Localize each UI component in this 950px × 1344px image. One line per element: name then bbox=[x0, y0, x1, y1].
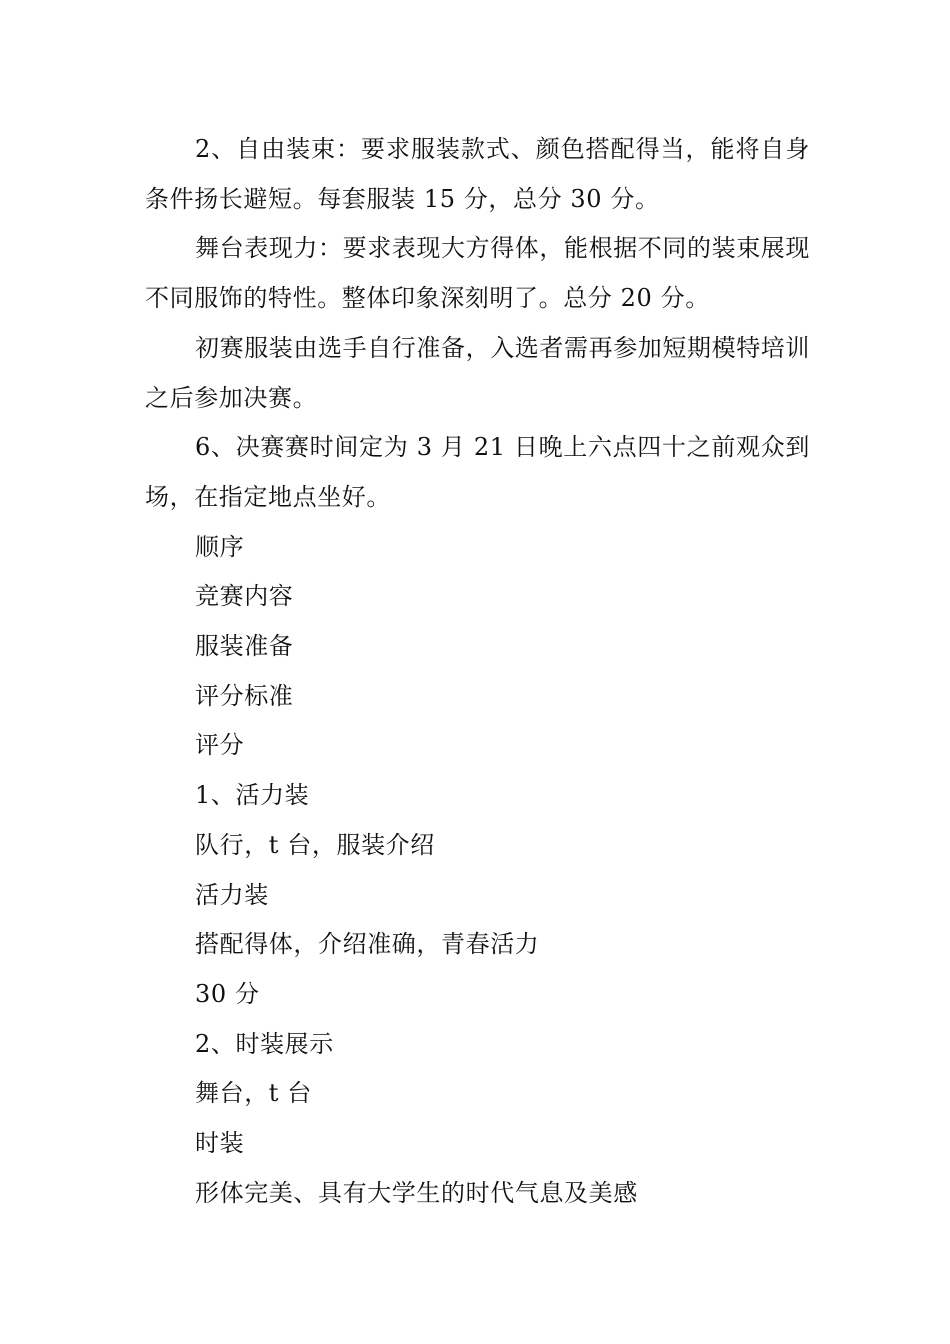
paragraph-preliminary-attire: 初赛服装由选手自行准备，入选者需再参加短期模特培训之后参加决赛。 bbox=[145, 333, 810, 412]
text-line: 活力装 bbox=[195, 880, 269, 909]
text-line: 形体完美、具有大学生的时代气息及美感 bbox=[195, 1178, 638, 1207]
text-line: 顺序 bbox=[195, 532, 245, 561]
text-line: 时装 bbox=[195, 1129, 245, 1158]
document-body bbox=[145, 125, 810, 1218]
paragraph-stage-performance: 舞台表现力：要求表现大方得体，能根据不同的装束展现不同服饰的特性。整体印象深刻明了。总分 20 分。 bbox=[145, 234, 810, 313]
text-line: 队行，t 台，服装介绍 bbox=[195, 830, 435, 859]
text-line: 竞赛内容 bbox=[195, 582, 294, 611]
text-line: 30 分 bbox=[195, 979, 260, 1008]
text-line: 服装准备 bbox=[195, 632, 294, 661]
text-line: 评分 bbox=[195, 731, 245, 760]
text-line: 搭配得体，介绍准确，青春活力 bbox=[195, 930, 540, 959]
text-line: 舞台，t 台 bbox=[195, 1079, 312, 1108]
paragraph-free-attire: 2、自由装束：要求服装款式、颜色搭配得当，能将自身条件扬长避短。每套服装 15 分，总分 30 分。 bbox=[145, 135, 810, 213]
text-line: 评分标准 bbox=[195, 681, 294, 710]
text-line: 1、活力装 bbox=[195, 781, 310, 810]
text-line: 2、时装展示 bbox=[195, 1029, 334, 1058]
paragraph-final-time: 6、决赛赛时间定为 3 月 21 日晚上六点四十之前观众到场，在指定地点坐好。 bbox=[145, 433, 810, 511]
